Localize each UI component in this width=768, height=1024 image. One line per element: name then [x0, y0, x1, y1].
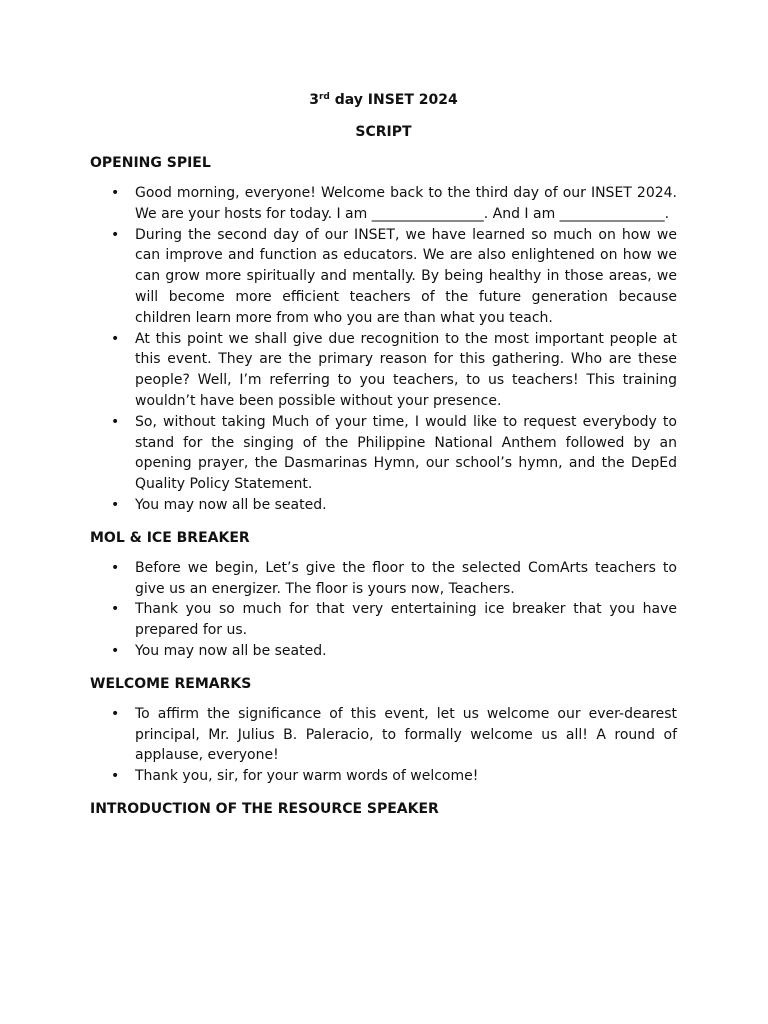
title-rest: day INSET 2024 — [329, 92, 458, 108]
bullet-icon: • — [111, 330, 120, 347]
list-item — [90, 704, 677, 766]
section-heading-welcome-remarks: WELCOME REMARKS — [90, 675, 252, 692]
list-item — [90, 183, 677, 225]
mol-ice-breaker-list — [90, 558, 677, 662]
list-item — [90, 599, 677, 641]
list-item — [90, 558, 677, 600]
welcome-remarks-list — [90, 704, 677, 787]
bullet-icon: • — [111, 559, 120, 576]
bullet-icon: • — [111, 768, 120, 785]
list-item-text: Thank you, sir, for your warm words of welcome! — [135, 768, 479, 785]
list-item — [90, 329, 677, 412]
bullet-icon: • — [111, 642, 120, 659]
document-subtitle: SCRIPT — [355, 124, 412, 140]
title-superscript: rd — [318, 92, 330, 102]
bullet-icon: • — [111, 601, 120, 618]
bullet-icon: • — [111, 705, 120, 722]
list-item-text: During the second day of our INSET, we have learned so much on how we can improve and function as educators. We are also enlightened on how we can grow more spiritually and mentally. By being healthy in those areas, we will become more efficient teachers of the future generation because children learn more from who you are than what you teach. — [135, 226, 677, 326]
section-heading-mol-ice-breaker: MOL & ICE BREAKER — [90, 529, 250, 546]
bullet-icon: • — [111, 185, 120, 201]
list-item — [90, 412, 677, 495]
list-item-text: You may now all be seated. — [135, 496, 327, 513]
bullet-icon: • — [111, 413, 120, 430]
list-item-text: So, without taking Much of your time, I would like to request everybody to stand for the singing of the Philippine National Anthem followed by an opening prayer, the Dasmarinas Hymn, our school’s hymn, and the DepEd Quality Policy Statement. — [135, 413, 677, 493]
list-item-text: Before we begin, Let’s give the floor to the selected ComArts teachers to give us an energizer. The floor is yours now, Teachers. — [135, 559, 677, 597]
list-item-text: Thank you so much for that very entertaining ice breaker that you have prepared for us. — [135, 601, 677, 639]
opening-spiel-list — [90, 183, 677, 516]
section-heading-opening-spiel: OPENING SPIEL — [90, 155, 211, 171]
bullet-icon: • — [111, 226, 120, 243]
section-heading-introduction-resource-speaker: INTRODUCTION OF THE RESOURCE SPEAKER — [90, 800, 439, 817]
list-item — [90, 225, 677, 329]
list-item-text: At this point we shall give due recognition to the most important people at this event. They are the primary reason for this gathering. Who are these people? Well, I’m referring to you teachers, to us teachers! This training wouldn’t have been possible without your presence. — [135, 330, 677, 409]
bullet-icon: • — [111, 496, 120, 513]
document-title — [90, 91, 677, 109]
title-prefix: 3 — [309, 92, 319, 108]
list-item — [90, 495, 677, 516]
list-item-text: You may now all be seated. — [135, 642, 327, 659]
list-item — [90, 766, 677, 787]
list-item — [90, 641, 677, 662]
list-item-text: To affirm the significance of this event, let us welcome our ever-dearest principal, Mr. Julius B. Paleracio, to formally welcome us all! A round of applause, everyone! — [135, 705, 677, 764]
list-item-text: Good morning, everyone! Welcome back to the third day of our INSET 2024. We are your hosts for today. I am ________________. And I am _______________. — [135, 185, 677, 222]
